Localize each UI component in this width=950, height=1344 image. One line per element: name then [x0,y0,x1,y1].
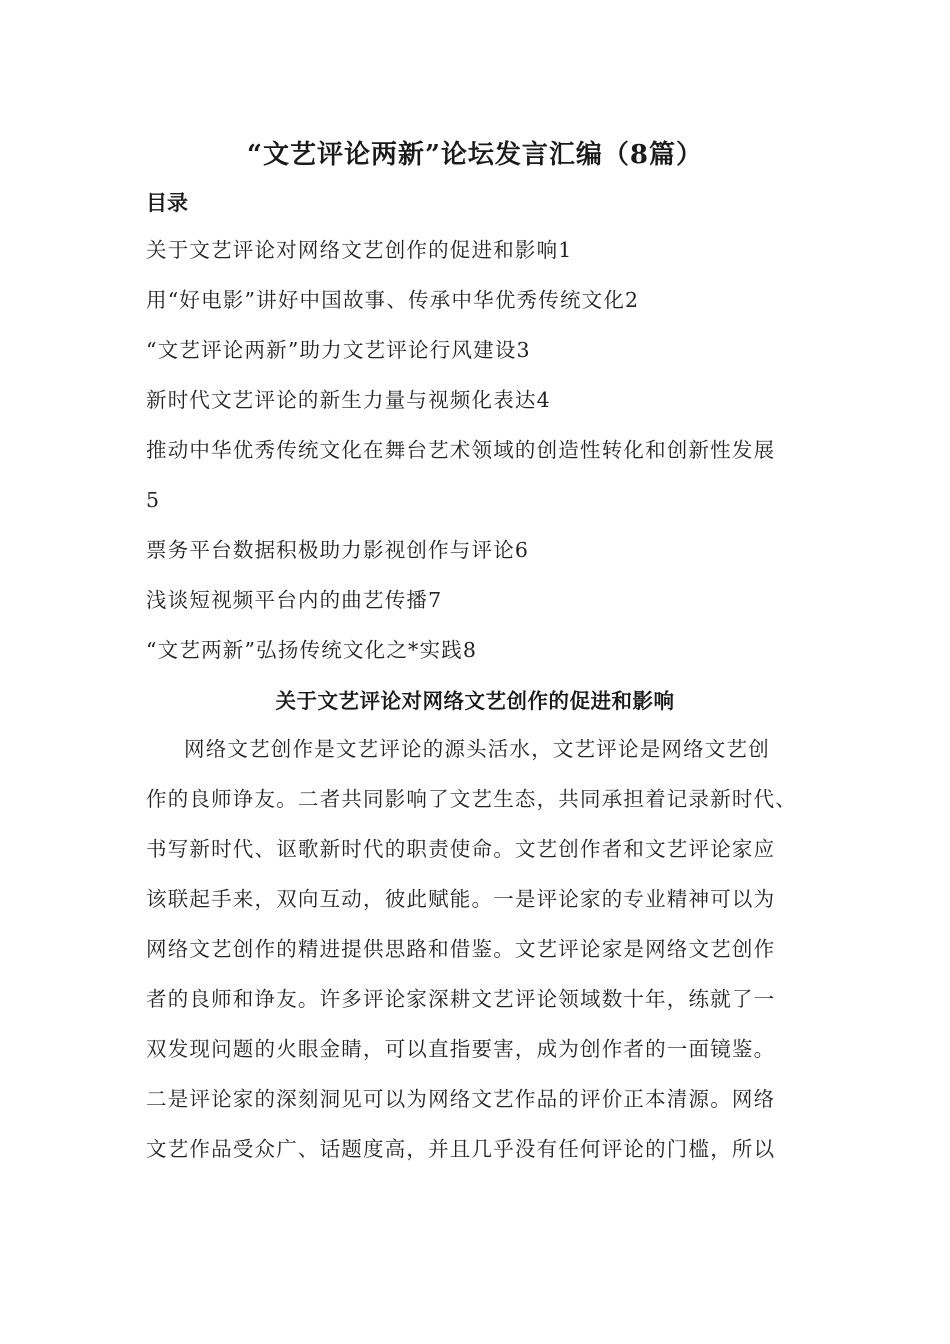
body-line: 二是评论家的深刻洞见可以为网络文艺作品的评价正本清源。网络 [146,1087,776,1111]
toc-entry-page-number[interactable]: 5 [146,488,161,512]
body-line: 双发现问题的火眼金睛，可以直指要害，成为创作者的一面镜鉴。 [146,1037,776,1061]
body-line: 作的良师诤友。二者共同影响了文艺生态，共同承担着记录新时代、 [146,787,797,811]
toc-entry[interactable]: 浅谈短视频平台内的曲艺传播7 [146,588,443,612]
body-line: 该联起手来，双向互动，彼此赋能。一是评论家的专业精神可以为 [146,887,776,911]
toc-heading: 目录 [146,190,188,215]
toc-entry[interactable]: 关于文艺评论对网络文艺创作的促进和影响1 [146,238,573,262]
body-line: 网络文艺创作是文艺评论的源头活水，文艺评论是网络文艺创 [184,737,770,761]
section-title: 关于文艺评论对网络文艺创作的促进和影响 [275,689,675,713]
section-body [146,734,806,1184]
toc-entry[interactable]: 票务平台数据积极助力影视创作与评论6 [146,538,530,562]
toc-entry[interactable]: 新时代文艺评论的新生力量与视频化表达4 [146,388,551,412]
toc-entry[interactable]: “文艺评论两新”助力文艺评论行风建设3 [146,338,531,362]
table-of-contents [146,235,806,685]
body-line: 书写新时代、讴歌新时代的职责使命。文艺创作者和文艺评论家应 [146,837,776,861]
toc-entry[interactable]: “文艺两新”弘扬传统文化之*实践8 [146,638,478,662]
toc-entry[interactable]: 推动中华优秀传统文化在舞台艺术领域的创造性转化和创新性发展 [146,438,776,462]
document-title: “文艺评论两新”论坛发言汇编（8篇） [246,140,703,170]
body-line: 者的良师和诤友。许多评论家深耕文艺评论领域数十年，练就了一 [146,987,776,1011]
body-line: 文艺作品受众广、话题度高，并且几乎没有任何评论的门槛，所以 [146,1137,776,1161]
body-line: 网络文艺创作的精进提供思路和借鉴。文艺评论家是网络文艺创作 [146,937,776,961]
toc-entry[interactable]: 用“好电影”讲好中国故事、传承中华优秀传统文化2 [146,288,640,312]
